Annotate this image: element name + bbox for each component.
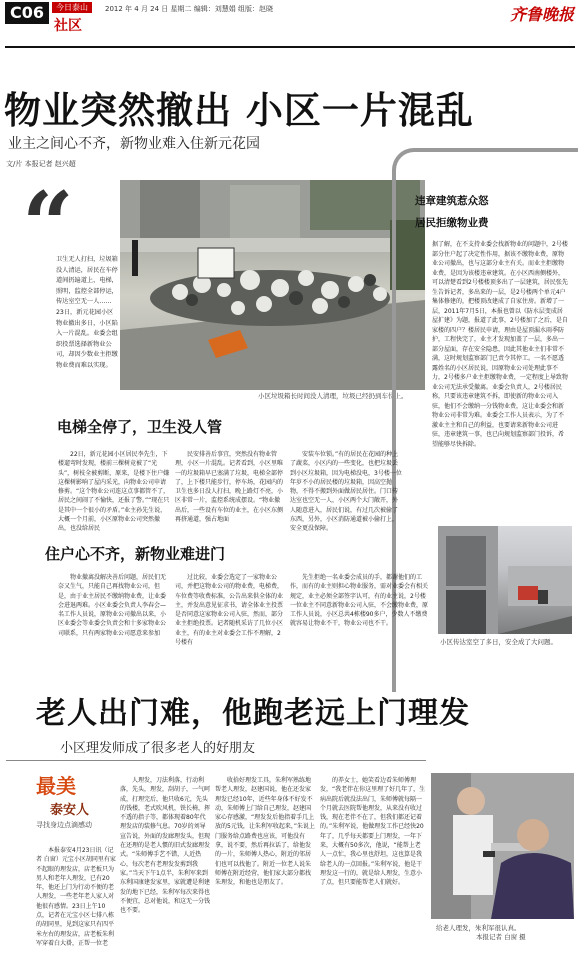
section2-heading: 住户心不齐，新物业难进门	[45, 545, 226, 563]
section-title: 社区	[54, 18, 82, 34]
dateline: 2012 年 4 月 24 日 星期二 编辑：刘慧娟 组版：赵晓	[105, 5, 273, 13]
story2-subheadline: 小区理发师成了很多老人的好朋友	[60, 741, 256, 756]
story2-col4: 的养女士，她笑看边看朱师傅理发，“我老伴在你这里理了好几年了，生病出院后就没法出门，朱师傅就每隔一个月就去医院帮他理发，从来没有收过钱，现在老伴不在了，但我们都还记着的。”朱利军说，他做理发工作已经快20年了，几乎每天都要上门理发，一年下来，大概有50多次，他说，“能帮上老人一点忙，我心里也舒坦，这也算是我给老人的一点回报。”朱利军说，他是干理发这一行的，就是给人理发，生意小了点，但只要能帮老人们就好。	[320, 777, 426, 887]
newspaper-logo: 齐鲁晚报	[509, 5, 574, 24]
sidebar-heading-line2: 居民拒缴物业费	[415, 217, 489, 229]
photo3-credit: 本报记者 白窗 摄	[476, 933, 526, 941]
section2-col1: 物业撤离没解决善后问题，居民们无奈又生气，只能自己再找物业公司，但是，由于业主居民不缴纳物业费，让业委会进退两难。小区业委会负责人李春会—名工作人员说，原物业公司撤出以来，小区业委会等业委会负责会和十多家物业公司联系，只有两家物业公司愿意来参加	[58, 574, 167, 637]
column-logo	[36, 770, 110, 844]
sidebar-text: 据了解，在不支持业委会找新物业的问题中，2号楼部分住户起了决定性作用，据该不缴物业费，原物业公司撤出，也与这部分业主有关。而业主拒缴物业费，是因为该楼违章建筑。在小区西南侧楼外，可以清楚看到2号楼楼顶多出了一层建筑，居民张先生告诉记者，多出来的一层，是2号楼两个单元4户集体修建的，把楼顶改建成了自家住房。新增了一层，2011年7月5日，本报也曾以《防水层变成居屋扩建》为题，报道了此事，2号楼加了之后，是自家楼的四户？楼居民申请，理由是屋顶漏水雨季防护，工程快完了，业主才发现加盖了一层，多出一部分屋面，存在安全隐患，因此其他业主们非常不满，这时规划监察部门已责令其停工。一名不愿透露姓名的小区居民说，因原物业公司处理此事不力，2号楼多户业主拒缴物业费，一定程度上导致物业公司无法承受撤离。业委会负责人，2号楼居民称，只要该违章建筑不拆，即使新的物业公司入驻，他们不会缴纳一分钱物业费，这让业委会和新物业公司非常为难。业委会工作人员表示，为了不激业主主和自己的利益，也要请来新物业公司进驻，违章建筑一事，也已向规划监察部门投诉，希望能够尽快拆除。	[432, 241, 568, 448]
gate-scene-graphic	[438, 526, 572, 634]
column-logo-tagline: 寻找身边点滴感动	[36, 821, 92, 829]
barber-photo	[431, 773, 574, 919]
sidebar-heading	[415, 190, 565, 234]
page-code: C06	[5, 2, 49, 24]
section1-heading: 电梯全停了，卫生没人管	[57, 418, 223, 436]
section2-col2: 过比较，业委会选定了一家物业公司，并把这物业公司的物业费，电梯费，车位费等收费标准，公告出来供全体的业主，并发出意见征求书，请全体业主投票是否同意这家物业公司入驻，然而，部分业主拒绝投票。记者随机采访了几位小区业主，有的业主对业委会工作不理解，2号楼有	[175, 574, 284, 647]
story2-col3: 收拾好理发工具，朱利军熟练地帮老人理发，赵建国说，他在还发家理发已经10年，近些年身体不好发不动，朱师傅上门给自己理发，赵建国家心存感激，“理发发后他指着手几上放的5元钱，让朱利军收起来，”朱说上门服务给点路费也应该，可他没有拿，说不要，然后再拉话了，给他发的一片，朱师傅人热心，附近的邻居们也可以找他了。附近一位老人说朱师傅在附近经营，他们家大部分都找朱理发，和他也是朋友了。	[215, 777, 315, 887]
edition-label: 今日泰山	[52, 2, 92, 13]
photo1-caption: 小区垃圾箱长时间没人清理，垃圾已经扔到车位上。	[258, 392, 408, 400]
column-logo-line1: 最美	[36, 774, 76, 798]
story2-col2: 人理发，刀法利落，行动利落，先头，理发，刮胡子，一气呵成，打理完后，他只收6元，先头的钱楼，老式吹风机，铁长椅，挥不透的指子等，都体现着80年代理发店的装修气息。70岁的刘导宣告说，外面的发廊理发头，但现在还理的是老人惯的旧式发廊理发式。“朱师傅手艺不错，人近热心，每次老有老理发发剪到我家。”当天下午1点半，朱利军来到东利国康建发家里，家就遭是利建发的地下已经，朱利军每次来得也不便宜，总对他说，和这无一分钱也不要。	[120, 777, 211, 915]
section1-col1: 22日，新元花园小区居民李先生，下楼遛弯时发现，楼前三棵树竟被了“光头”，树枝全被剪断，原来，是楼下住户嫌这棵树影响了屋内采光，向物业公司申请修剪。“这个物业公司连这点事都管不了，居民之间闹了不愉快，还报了警。”“现在只是其中一个很小的矛盾。”业主孙先生说，大概一个月前，小区原物业公司突然撤出，也没给居民	[58, 451, 170, 533]
section2-col3: 先生拒绝一名业委会成员的手，都谢他们的工作，而有的业主则担心物业服务，需对业委会有相关规定，业主必须全部签字认可，有的业主说，2号楼一位业主不同意新物业公司入驻，不会缴物业费，原工作人员说，小区总共4栋楼90多户，少数人不缴费就容易让物业不干，物业公司也不干。	[290, 574, 429, 628]
header-rule	[5, 46, 575, 48]
section1-col3: 安装车位锁。”有的居民在花园的种上了蔬菜，小区内的一些变化，也把垃圾丢到小区垃圾箱，因为电梯没电，3号楼一位年岁不小的居民楼的垃圾箱，因高空抛物，不得不搬到外面做居民居住。门口传达室也空无一人，小区两个大门敞开，外人随意进入，居民们说，有过几次被偷了东西，另外，小区消防通道被小偷打上，安全更没保障。	[290, 451, 402, 533]
garbage-scene-graphic	[120, 180, 425, 390]
story1-headline: 物业突然撤出 小区一片混乱	[4, 88, 474, 132]
story2-col1: 本报泰安4月23日讯（记者 白窗）元宝小区胡同里有家不起眼的理发店，店老板只为男人和老年人理发，已有20年，他还上门为行动不便的老人理发，一些老年老人家人对他很有感情。23日上午10点，记者在元宝小区七排八栋的胡同里，见到这家只有四平米左右的理发店，店老板朱利军穿着白大褂，正帮一位老	[36, 847, 116, 947]
barber-scene-graphic	[431, 773, 574, 919]
gate-photo	[438, 526, 572, 634]
quote-mark-icon: “	[22, 172, 74, 278]
section1-col2: 民安排善后事宜，突然没有物业管理，小区一片混乱。记者看到，小区里唯一的垃圾箱早已塞满了垃圾，电梯全部停了，上下楼只能步行，停车场，花园内的卫生也多日没人打扫，晚上路灯不亮，小区非常一片，监控系统成摆设。“物业撤出后，一些设有车位的业主，在小区东侧再挤通道，强占地面	[175, 451, 284, 524]
photo3-caption-text: 给老人理发，朱利军很认真。	[436, 924, 521, 932]
story1-subheadline: 业主之间心不齐，新物业难入住新元花园	[8, 136, 260, 152]
story1-intro: 卫生无人打扫，垃圾箱没人清运，居民在车停道间扔遍道上，电梯，照明，监控全部停运，传达室空无一人……23日，新元花园小区物业撤出多日，小区陷入一片混乱。业委会组织投票选择新物业公司，却因少数业主拒缴物业费而难以实现。	[56, 256, 118, 369]
story1-byline: 文/片 本报记者 赵兴超	[6, 160, 76, 168]
sidebar-heading-line1: 违章建筑惹众怒	[415, 195, 489, 207]
photo2-caption: 小区传达室空了多日，安全成了大问题。	[440, 638, 557, 646]
garbage-photo	[120, 180, 425, 390]
story2-rule	[6, 760, 426, 761]
story2-headline: 老人出门难，他跑老远上门理发	[36, 696, 470, 731]
photo3-caption	[436, 923, 576, 941]
column-logo-line2: 泰安人	[50, 803, 90, 818]
